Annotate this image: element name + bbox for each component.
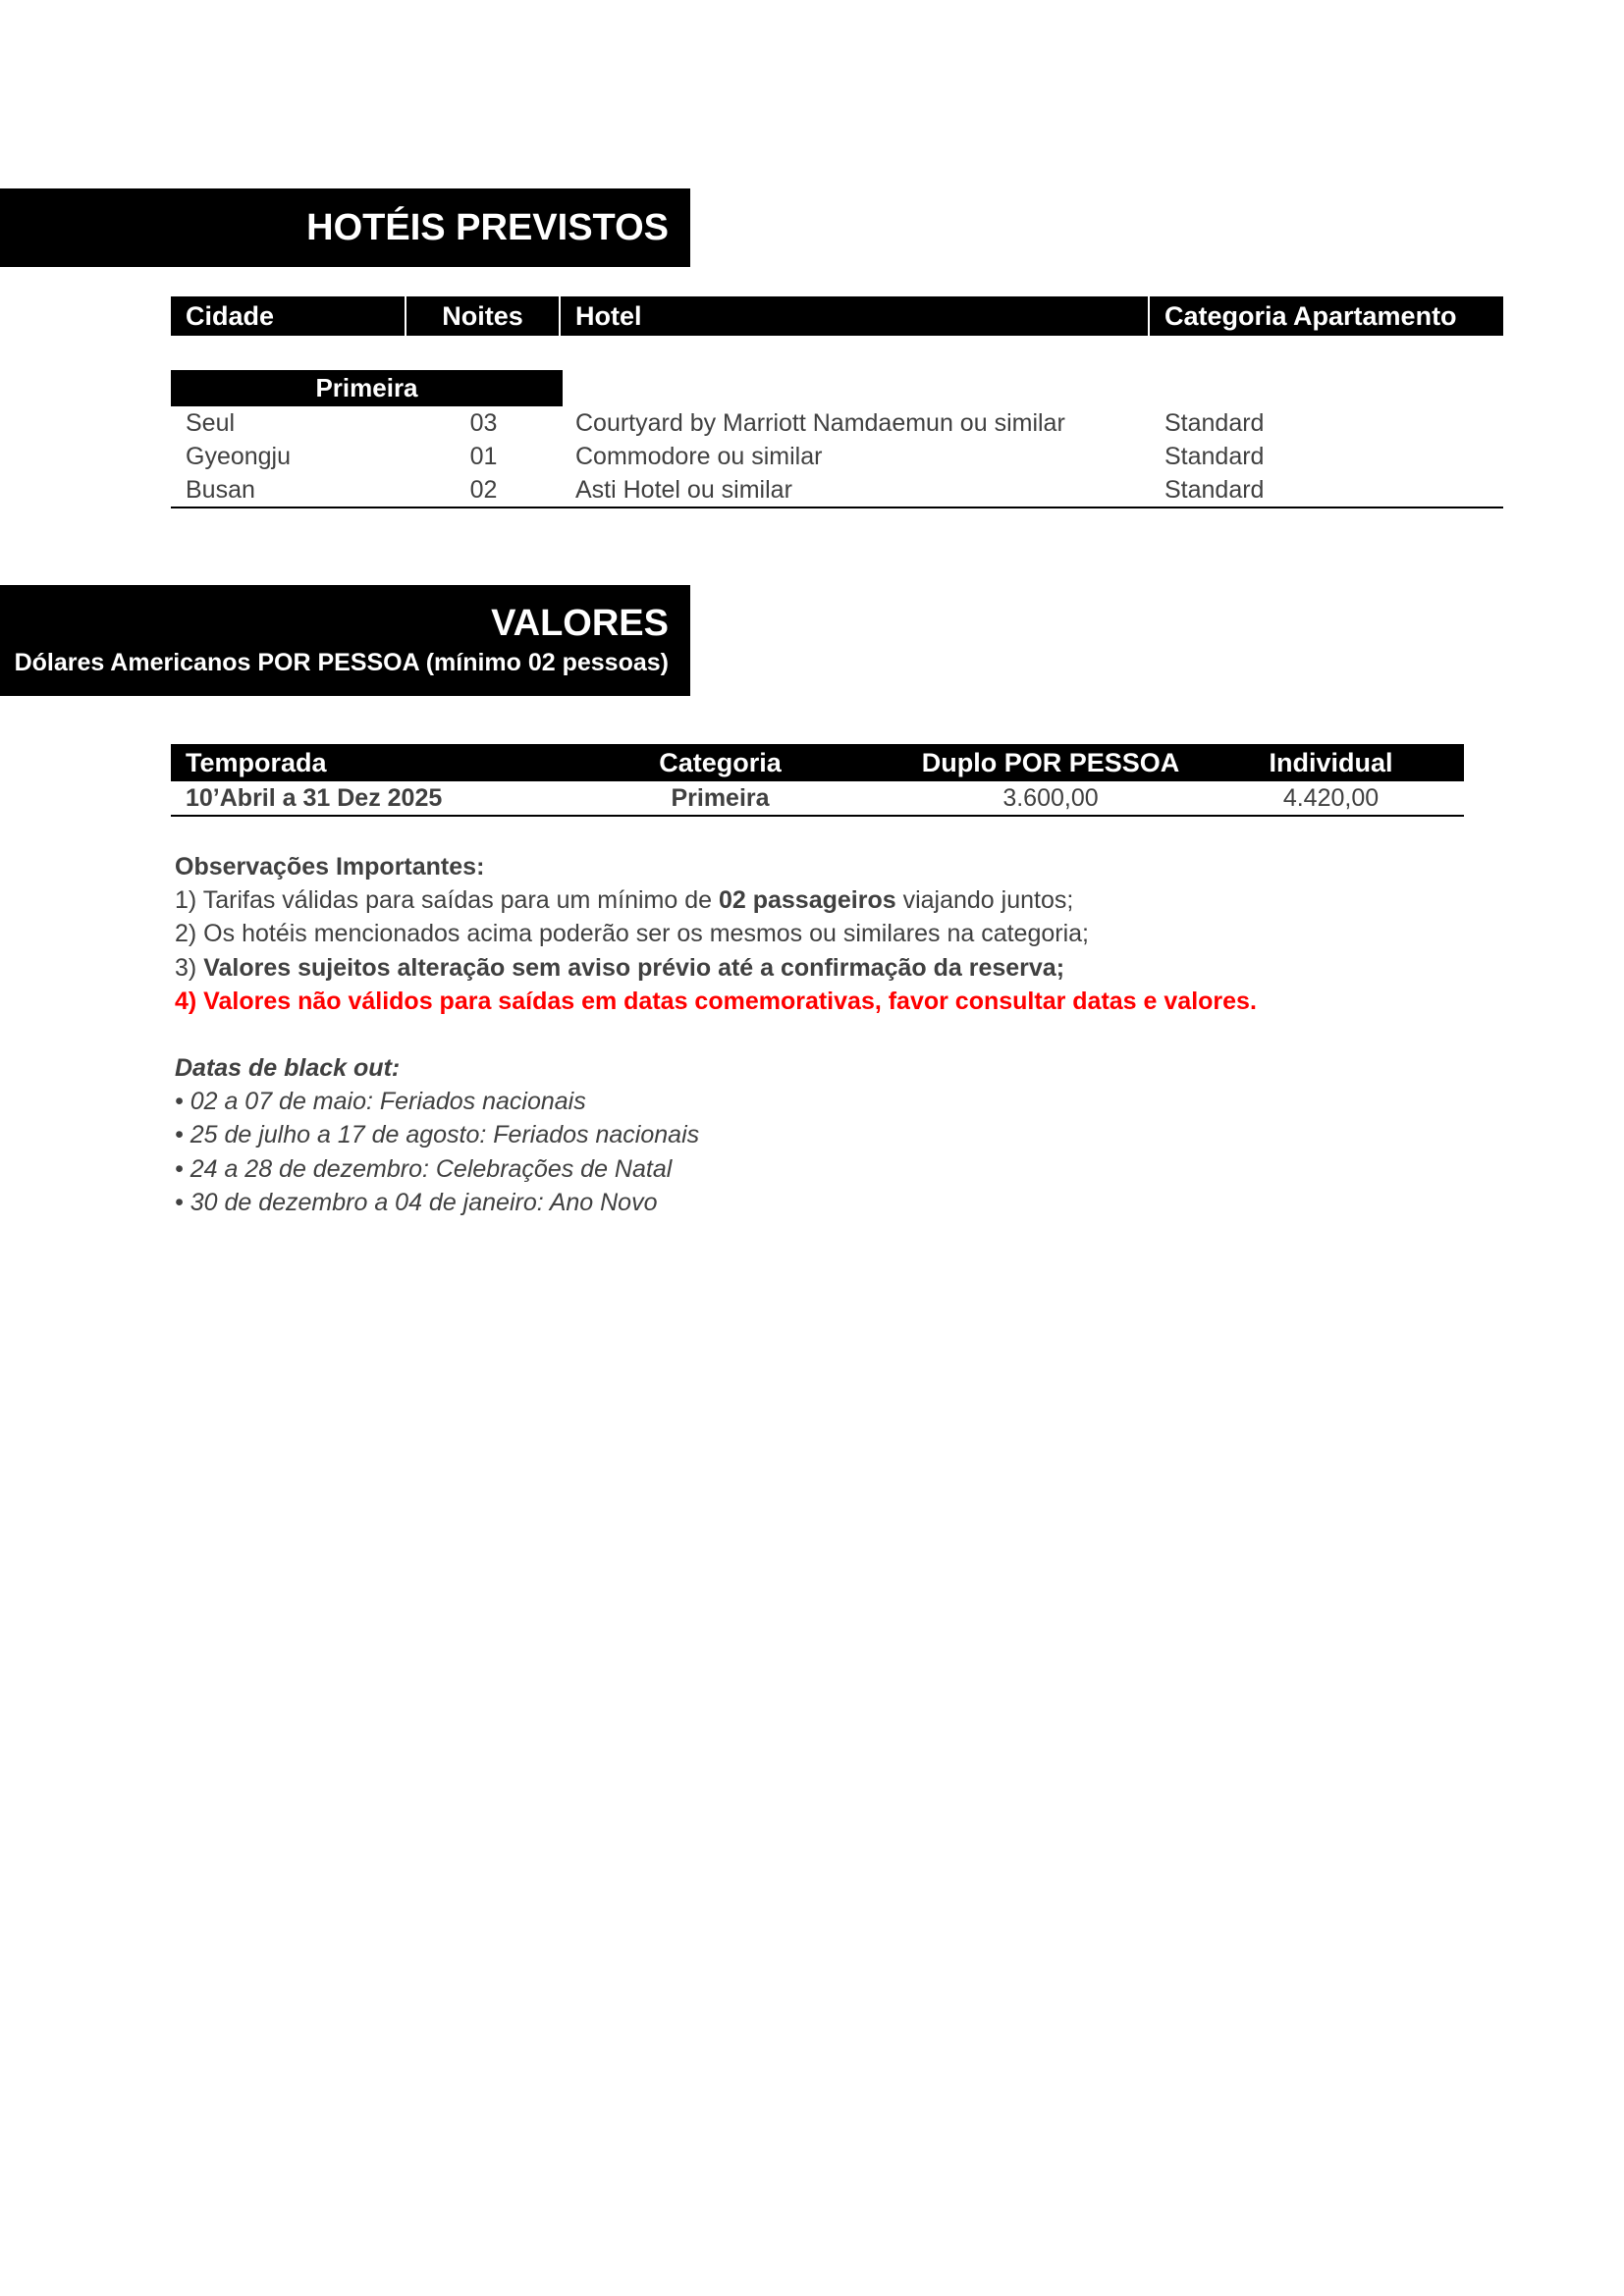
values-section-title: VALORES xyxy=(491,603,669,644)
hotel-room-category: Standard xyxy=(1164,443,1265,470)
hotel-name: Courtyard by Marriott Namdaemun ou similar xyxy=(575,409,1065,437)
price-category: Primeira xyxy=(671,784,770,812)
note-item-3-bold: Valores sujeitos alteração sem aviso prévio até a confirmação da reserva; xyxy=(203,953,1065,982)
hotel-nights: 01 xyxy=(469,443,498,470)
hotel-nights: 03 xyxy=(469,409,498,437)
blackout-item: • 30 de dezembro a 04 de janeiro: Ano Novo xyxy=(175,1188,658,1216)
hotel-name: Asti Hotel ou similar xyxy=(575,476,792,504)
hotels-table-body xyxy=(171,406,1503,508)
column-header-nights: Noites xyxy=(406,296,559,336)
hotels-section-banner xyxy=(0,188,690,267)
price-single: 4.420,00 xyxy=(1282,784,1380,812)
hotel-room-category: Standard xyxy=(1164,409,1265,437)
hotel-city: Busan xyxy=(186,476,255,504)
hotel-city: Gyeongju xyxy=(186,443,292,470)
column-header-single: Individual xyxy=(1198,744,1464,781)
notes-heading: Observações Importantes: xyxy=(175,853,485,881)
column-header-hotel: Hotel xyxy=(561,296,1148,336)
note-item-2: 2) Os hotéis mencionados acima poderão ser os mesmos ou similares na categoria; xyxy=(175,920,1089,948)
blackout-item: • 25 de julho a 17 de agosto: Feriados nacionais xyxy=(175,1121,700,1149)
column-header-category: Categoria xyxy=(537,744,903,781)
notes-spacer xyxy=(175,1018,1451,1051)
hotels-section-title: HOTÉIS PREVISTOS xyxy=(306,207,669,248)
column-header-double: Duplo POR PESSOA xyxy=(903,744,1198,781)
column-header-room-category: Categoria Apartamento xyxy=(1150,296,1503,336)
note-item-4-warning: 4) Valores não válidos para saídas em datas comemorativas, favor consultar datas e valores. xyxy=(175,987,1257,1015)
note-item-1-suffix: viajando juntos; xyxy=(895,886,1074,915)
values-section-banner xyxy=(0,585,690,696)
price-double: 3.600,00 xyxy=(1002,784,1099,812)
values-section-subtitle: Dólares Americanos POR PESSOA (mínimo 02 pessoas) xyxy=(14,649,669,676)
hotel-nights: 02 xyxy=(469,476,498,504)
note-item-1 xyxy=(175,883,1451,917)
blackout-item: • 24 a 28 de dezembro: Celebrações de Natal xyxy=(175,1154,673,1183)
table-row xyxy=(171,473,1503,507)
table-row xyxy=(171,781,1464,817)
hotel-room-category: Standard xyxy=(1164,476,1265,504)
important-notes xyxy=(175,850,1451,1219)
hotel-category-label: Primeira xyxy=(171,370,563,406)
hotel-city: Seul xyxy=(186,409,236,437)
table-row xyxy=(171,406,1503,440)
note-item-3-prefix: 3) xyxy=(175,953,204,982)
price-season: 10’Abril a 31 Dez 2025 xyxy=(186,784,443,812)
table-row xyxy=(171,440,1503,473)
note-item-1-bold: 02 passageiros xyxy=(718,886,896,915)
hotel-name: Commodore ou similar xyxy=(575,443,823,470)
column-header-city: Cidade xyxy=(171,296,405,336)
blackout-item: • 02 a 07 de maio: Feriados nacionais xyxy=(175,1088,586,1116)
blackout-heading: Datas de black out: xyxy=(175,1054,401,1083)
hotels-table-header xyxy=(171,296,1503,336)
note-item-1-prefix: 1) Tarifas válidas para saídas para um mínimo de xyxy=(175,886,719,915)
note-item-3 xyxy=(175,951,1451,985)
prices-table-header xyxy=(171,744,1464,781)
column-header-season: Temporada xyxy=(171,744,537,781)
